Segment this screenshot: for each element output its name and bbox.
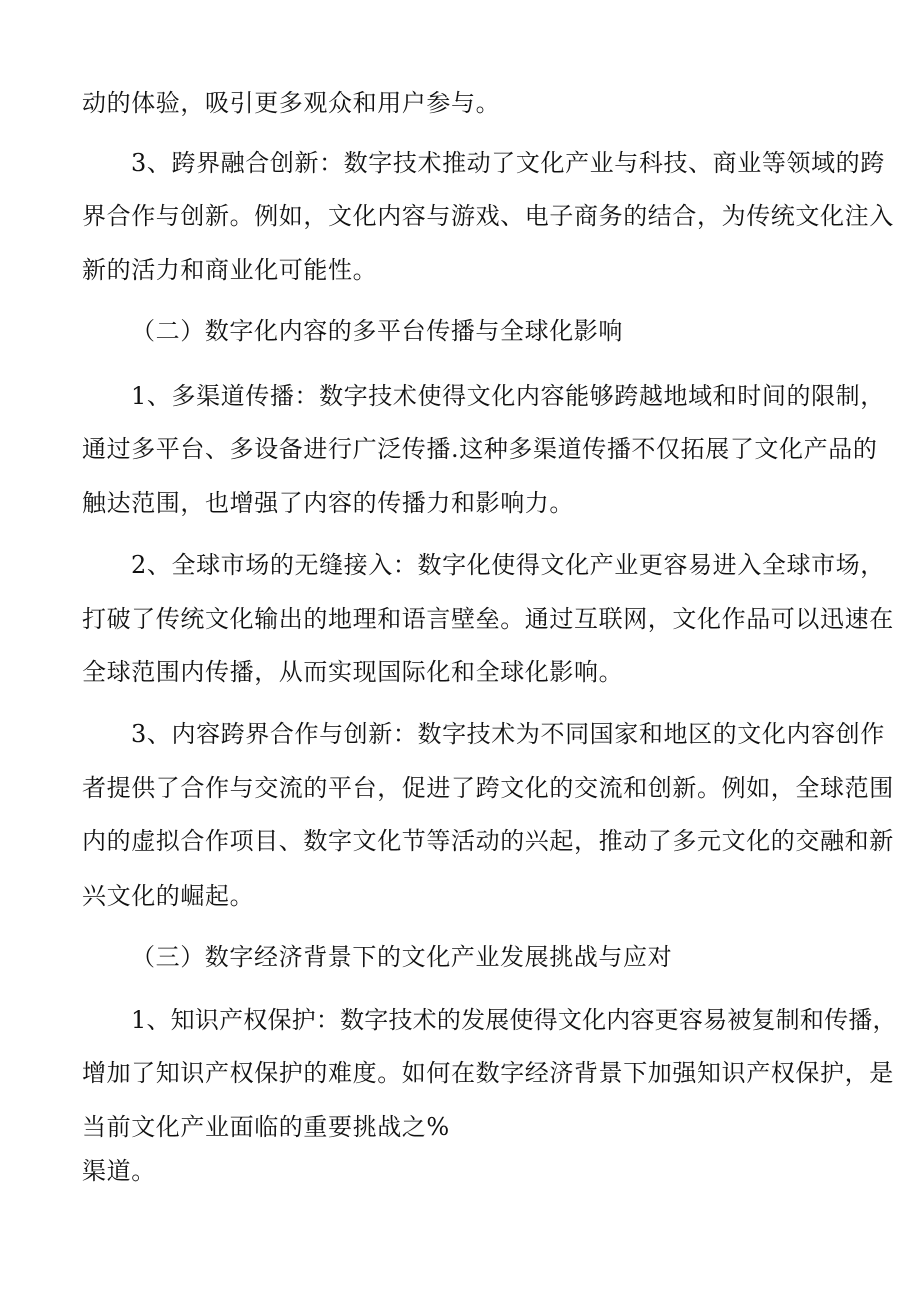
- text-line: 界合作与创新。例如，文化内容与游戏、电子商务的结合，为传统文化注入: [82, 202, 894, 230]
- text-line: 打破了传统文化输出的地理和语言壁垒。通过互联网，文化作品可以迅速在: [82, 605, 894, 633]
- text-line: 渠道。: [82, 1157, 156, 1185]
- section-heading: （三）数字经济背景下的文化产业发展挑战与应对: [131, 943, 673, 971]
- text-line: 3、跨界融合创新：数字技术推动了文化产业与科技、商业等领域的跨: [131, 149, 885, 177]
- text-line: 内的虚拟合作项目、数字文化节等活动的兴起，推动了多元文化的交融和新: [82, 827, 894, 855]
- text-line: 1、知识产权保护：数字技术的发展使得文化内容更容易被复制和传播，: [131, 1006, 897, 1034]
- text-line: 触达范围，也增强了内容的传播力和影响力。: [82, 489, 574, 517]
- text-line: 全球范围内传播，从而实现国际化和全球化影响。: [82, 658, 624, 686]
- text-line: 1、多渠道传播：数字技术使得文化内容能够跨越地域和时间的限制，: [131, 382, 885, 410]
- text-line: 通过多平台、多设备进行广泛传播.这种多渠道传播不仅拓展了文化产品的: [82, 435, 878, 463]
- text-line: 增加了知识产权保护的难度。如何在数字经济背景下加强知识产权保护，是: [82, 1059, 894, 1087]
- text-line: 新的活力和商业化可能性。: [82, 256, 378, 284]
- text-line: 2、全球市场的无缝接入：数字化使得文化产业更容易进入全球市场，: [131, 551, 885, 579]
- section-heading: （二）数字化内容的多平台传播与全球化影响: [131, 317, 623, 345]
- text-line: 动的体验，吸引更多观众和用户参与。: [82, 89, 501, 117]
- text-line: 3、内容跨界合作与创新：数字技术为不同国家和地区的文化内容创作: [131, 720, 885, 748]
- text-line: 者提供了合作与交流的平台，促进了跨文化的交流和创新。例如，全球范围: [82, 774, 894, 802]
- text-line: 当前文化产业面临的重要挑战之%: [82, 1113, 450, 1141]
- text-line: 兴文化的崛起。: [82, 882, 255, 910]
